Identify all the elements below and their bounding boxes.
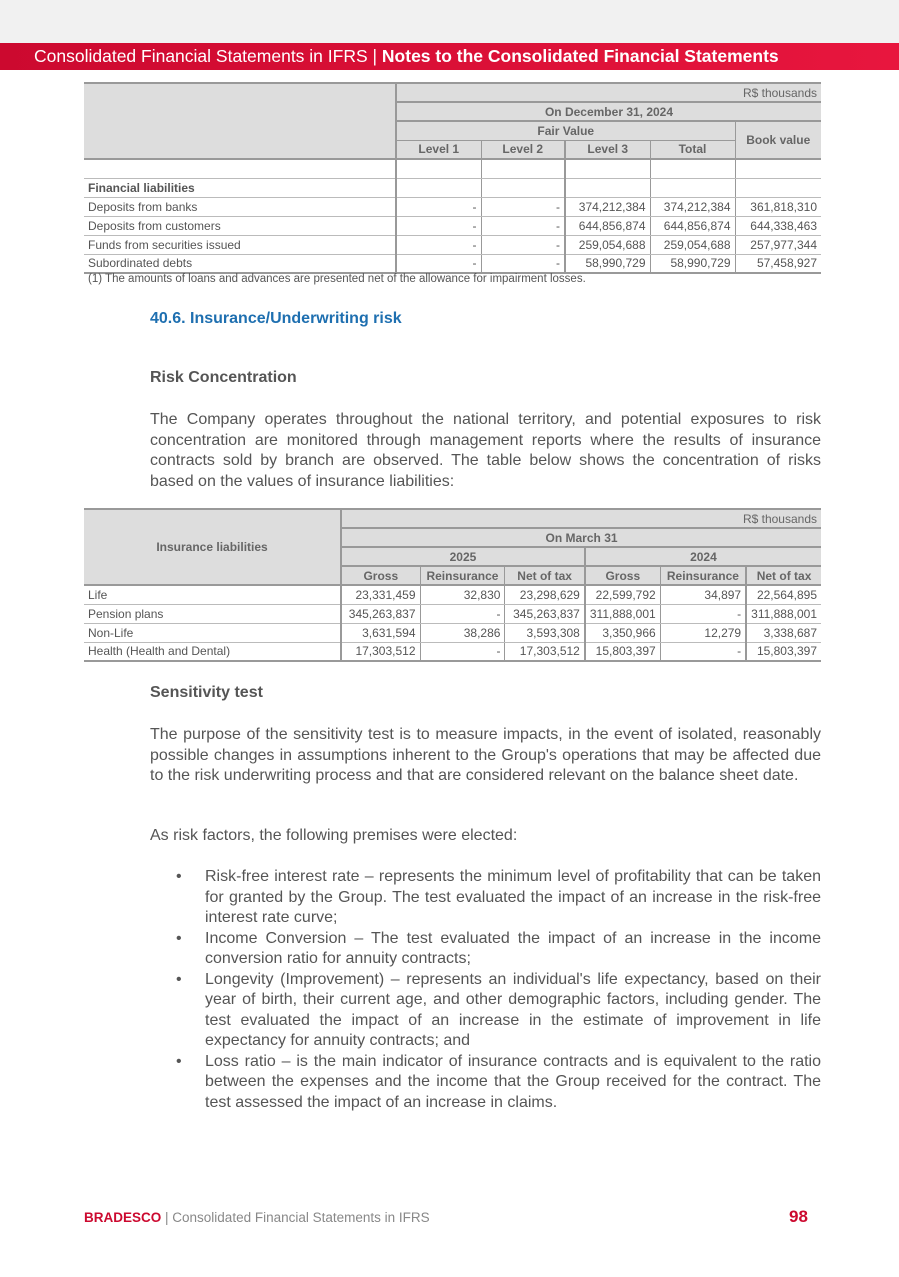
- table1-level3-header: Level 3: [565, 140, 650, 159]
- header-left-title: Consolidated Financial Statements in IFRS: [34, 46, 368, 66]
- table2-unit: R$ thousands: [341, 509, 821, 528]
- cell: 15,803,397: [585, 642, 660, 661]
- bullet-icon: •: [176, 970, 182, 988]
- table2-col-gross: Gross: [341, 566, 420, 585]
- table1-book-value: Book value: [735, 121, 821, 159]
- table2-col-net: Net of tax: [746, 566, 821, 585]
- table-row: [84, 254, 821, 273]
- table-row: [84, 216, 821, 235]
- row-label: Deposits from customers: [84, 216, 396, 235]
- cell: 15,803,397: [746, 642, 821, 661]
- cell: 12,279: [660, 623, 746, 642]
- table2-period: On March 31: [341, 528, 821, 547]
- footer: [84, 1210, 430, 1225]
- cell-level2: -: [481, 197, 565, 216]
- row-label: Life: [84, 585, 341, 604]
- bullet-icon: •: [176, 1052, 182, 1070]
- list-item: [176, 970, 821, 1052]
- table-row: [84, 197, 821, 216]
- risk-concentration-heading: Risk Concentration: [150, 369, 297, 386]
- footer-title: Consolidated Financial Statements in IFRS: [172, 1210, 430, 1225]
- footer-brand-name: BRADESCO: [84, 1210, 162, 1225]
- cell-total: 259,054,688: [650, 235, 735, 254]
- list-item-text: Risk-free interest rate – represents the minimum level of profitability that can be taken for granted by the Group. The test evaluated the impact of an increase in the risk-free interest rate curve;: [205, 868, 821, 926]
- bullet-icon: •: [176, 929, 182, 947]
- row-label: Subordinated debts: [84, 254, 396, 273]
- cell-level3: 259,054,688: [565, 235, 650, 254]
- risk-concentration-text: The Company operates throughout the national territory, and potential exposures to risk concentration are monitored through management reports where the results of insurance contracts sold by branch are observed. The table below shows the concentration of risks based on the values of insurance liabilities:: [150, 411, 821, 490]
- page-number: 98: [789, 1207, 808, 1226]
- table1-unit: R$ thousands: [396, 83, 821, 102]
- cell-book: 361,818,310: [735, 197, 821, 216]
- cell: -: [420, 642, 505, 661]
- list-item: [176, 867, 821, 929]
- cell: 345,263,837: [505, 604, 585, 623]
- list-item: [176, 929, 821, 970]
- table-row: [84, 604, 821, 623]
- section-title: 40.6. Insurance/Underwriting risk: [150, 310, 402, 327]
- cell: 38,286: [420, 623, 505, 642]
- cell: 345,263,837: [341, 604, 420, 623]
- table1-level1-header: Level 1: [396, 140, 481, 159]
- cell: 3,593,308: [505, 623, 585, 642]
- premises-intro: As risk factors, the following premises were elected:: [150, 827, 518, 844]
- header-right-title: Notes to the Consolidated Financial Statements: [381, 46, 779, 66]
- footer-separator: |: [161, 1210, 173, 1225]
- top-margin: [0, 0, 899, 43]
- row-label: Health (Health and Dental): [84, 642, 341, 661]
- cell-book: 644,338,463: [735, 216, 821, 235]
- cell: 23,331,459: [341, 585, 420, 604]
- table2-col-reinsurance: Reinsurance: [660, 566, 746, 585]
- header-separator: |: [367, 46, 382, 66]
- table1-corner: [84, 83, 396, 159]
- list-item: [176, 1052, 821, 1114]
- cell-level1: -: [396, 235, 481, 254]
- table2-year-2025: 2025: [341, 547, 585, 566]
- cell: 3,338,687: [746, 623, 821, 642]
- table1-group-label: Financial liabilities: [84, 178, 396, 197]
- cell-level2: -: [481, 235, 565, 254]
- table2-year-2024: 2024: [585, 547, 821, 566]
- table-row: [84, 642, 821, 661]
- table2-col-gross: Gross: [585, 566, 660, 585]
- page-header-bar: [0, 43, 899, 70]
- risk-factor-list: [176, 867, 821, 1113]
- fair-value-table: [84, 82, 821, 274]
- table-row: [84, 585, 821, 604]
- cell: 22,599,792: [585, 585, 660, 604]
- row-label: Non-Life: [84, 623, 341, 642]
- cell: 17,303,512: [341, 642, 420, 661]
- cell: 311,888,001: [585, 604, 660, 623]
- sensitivity-text: The purpose of the sensitivity test is to measure impacts, in the event of isolated, reasonably possible changes in assumptions inherent to the Group's operations that may be affected due to the risk underwriting process and that are considered relevant on the balance sheet date.: [150, 726, 821, 784]
- cell-level1: -: [396, 197, 481, 216]
- cell: -: [420, 604, 505, 623]
- cell: 23,298,629: [505, 585, 585, 604]
- cell: 32,830: [420, 585, 505, 604]
- cell: 22,564,895: [746, 585, 821, 604]
- list-item-text: Loss ratio – is the main indicator of insurance contracts and is equivalent to the ratio between the expenses and the income that the Group received for the contract. The test assessed the impact of an increase in claims.: [205, 1052, 821, 1111]
- cell-level3: 58,990,729: [565, 254, 650, 273]
- table1-spacer: [84, 159, 396, 178]
- table2-col-net: Net of tax: [505, 566, 585, 585]
- list-item-text: Longevity (Improvement) – represents an individual's life expectancy, based on their year of birth, their current age, and other demographic factors, including gender. The test evaluated the impact of an increase in the estimate of improvement in life expectancy for annuity contracts; and: [205, 970, 821, 1049]
- cell: 3,350,966: [585, 623, 660, 642]
- cell: -: [660, 604, 746, 623]
- cell-level1: -: [396, 254, 481, 273]
- table-row: [84, 623, 821, 642]
- cell: 3,631,594: [341, 623, 420, 642]
- table1-total-header: Total: [650, 140, 735, 159]
- cell-level2: -: [481, 216, 565, 235]
- cell-book: 57,458,927: [735, 254, 821, 273]
- table2-col-reinsurance: Reinsurance: [420, 566, 505, 585]
- cell-book: 257,977,344: [735, 235, 821, 254]
- cell-level2: -: [481, 254, 565, 273]
- table1-period: On December 31, 2024: [396, 102, 821, 121]
- cell: 17,303,512: [505, 642, 585, 661]
- list-item-text: Income Conversion – The test evaluated the impact of an increase in the income conversion ratio for annuity contracts;: [205, 929, 821, 967]
- table1-fair-value: Fair Value: [396, 121, 735, 140]
- sensitivity-heading: Sensitivity test: [150, 684, 263, 701]
- table2-row-header: Insurance liabilities: [84, 509, 341, 585]
- cell-total: 374,212,384: [650, 197, 735, 216]
- table-row: [84, 235, 821, 254]
- cell-level1: -: [396, 216, 481, 235]
- row-label: Deposits from banks: [84, 197, 396, 216]
- insurance-liabilities-table: [84, 508, 821, 662]
- table1-level2-header: Level 2: [481, 140, 565, 159]
- cell-level3: 374,212,384: [565, 197, 650, 216]
- cell-level3: 644,856,874: [565, 216, 650, 235]
- table1-footnote: (1) The amounts of loans and advances are presented net of the allowance for impairment losses.: [88, 273, 586, 285]
- cell-total: 58,990,729: [650, 254, 735, 273]
- cell: -: [660, 642, 746, 661]
- row-label: Pension plans: [84, 604, 341, 623]
- cell: 34,897: [660, 585, 746, 604]
- cell-total: 644,856,874: [650, 216, 735, 235]
- bullet-icon: •: [176, 868, 182, 885]
- cell: 311,888,001: [746, 604, 821, 623]
- row-label: Funds from securities issued: [84, 235, 396, 254]
